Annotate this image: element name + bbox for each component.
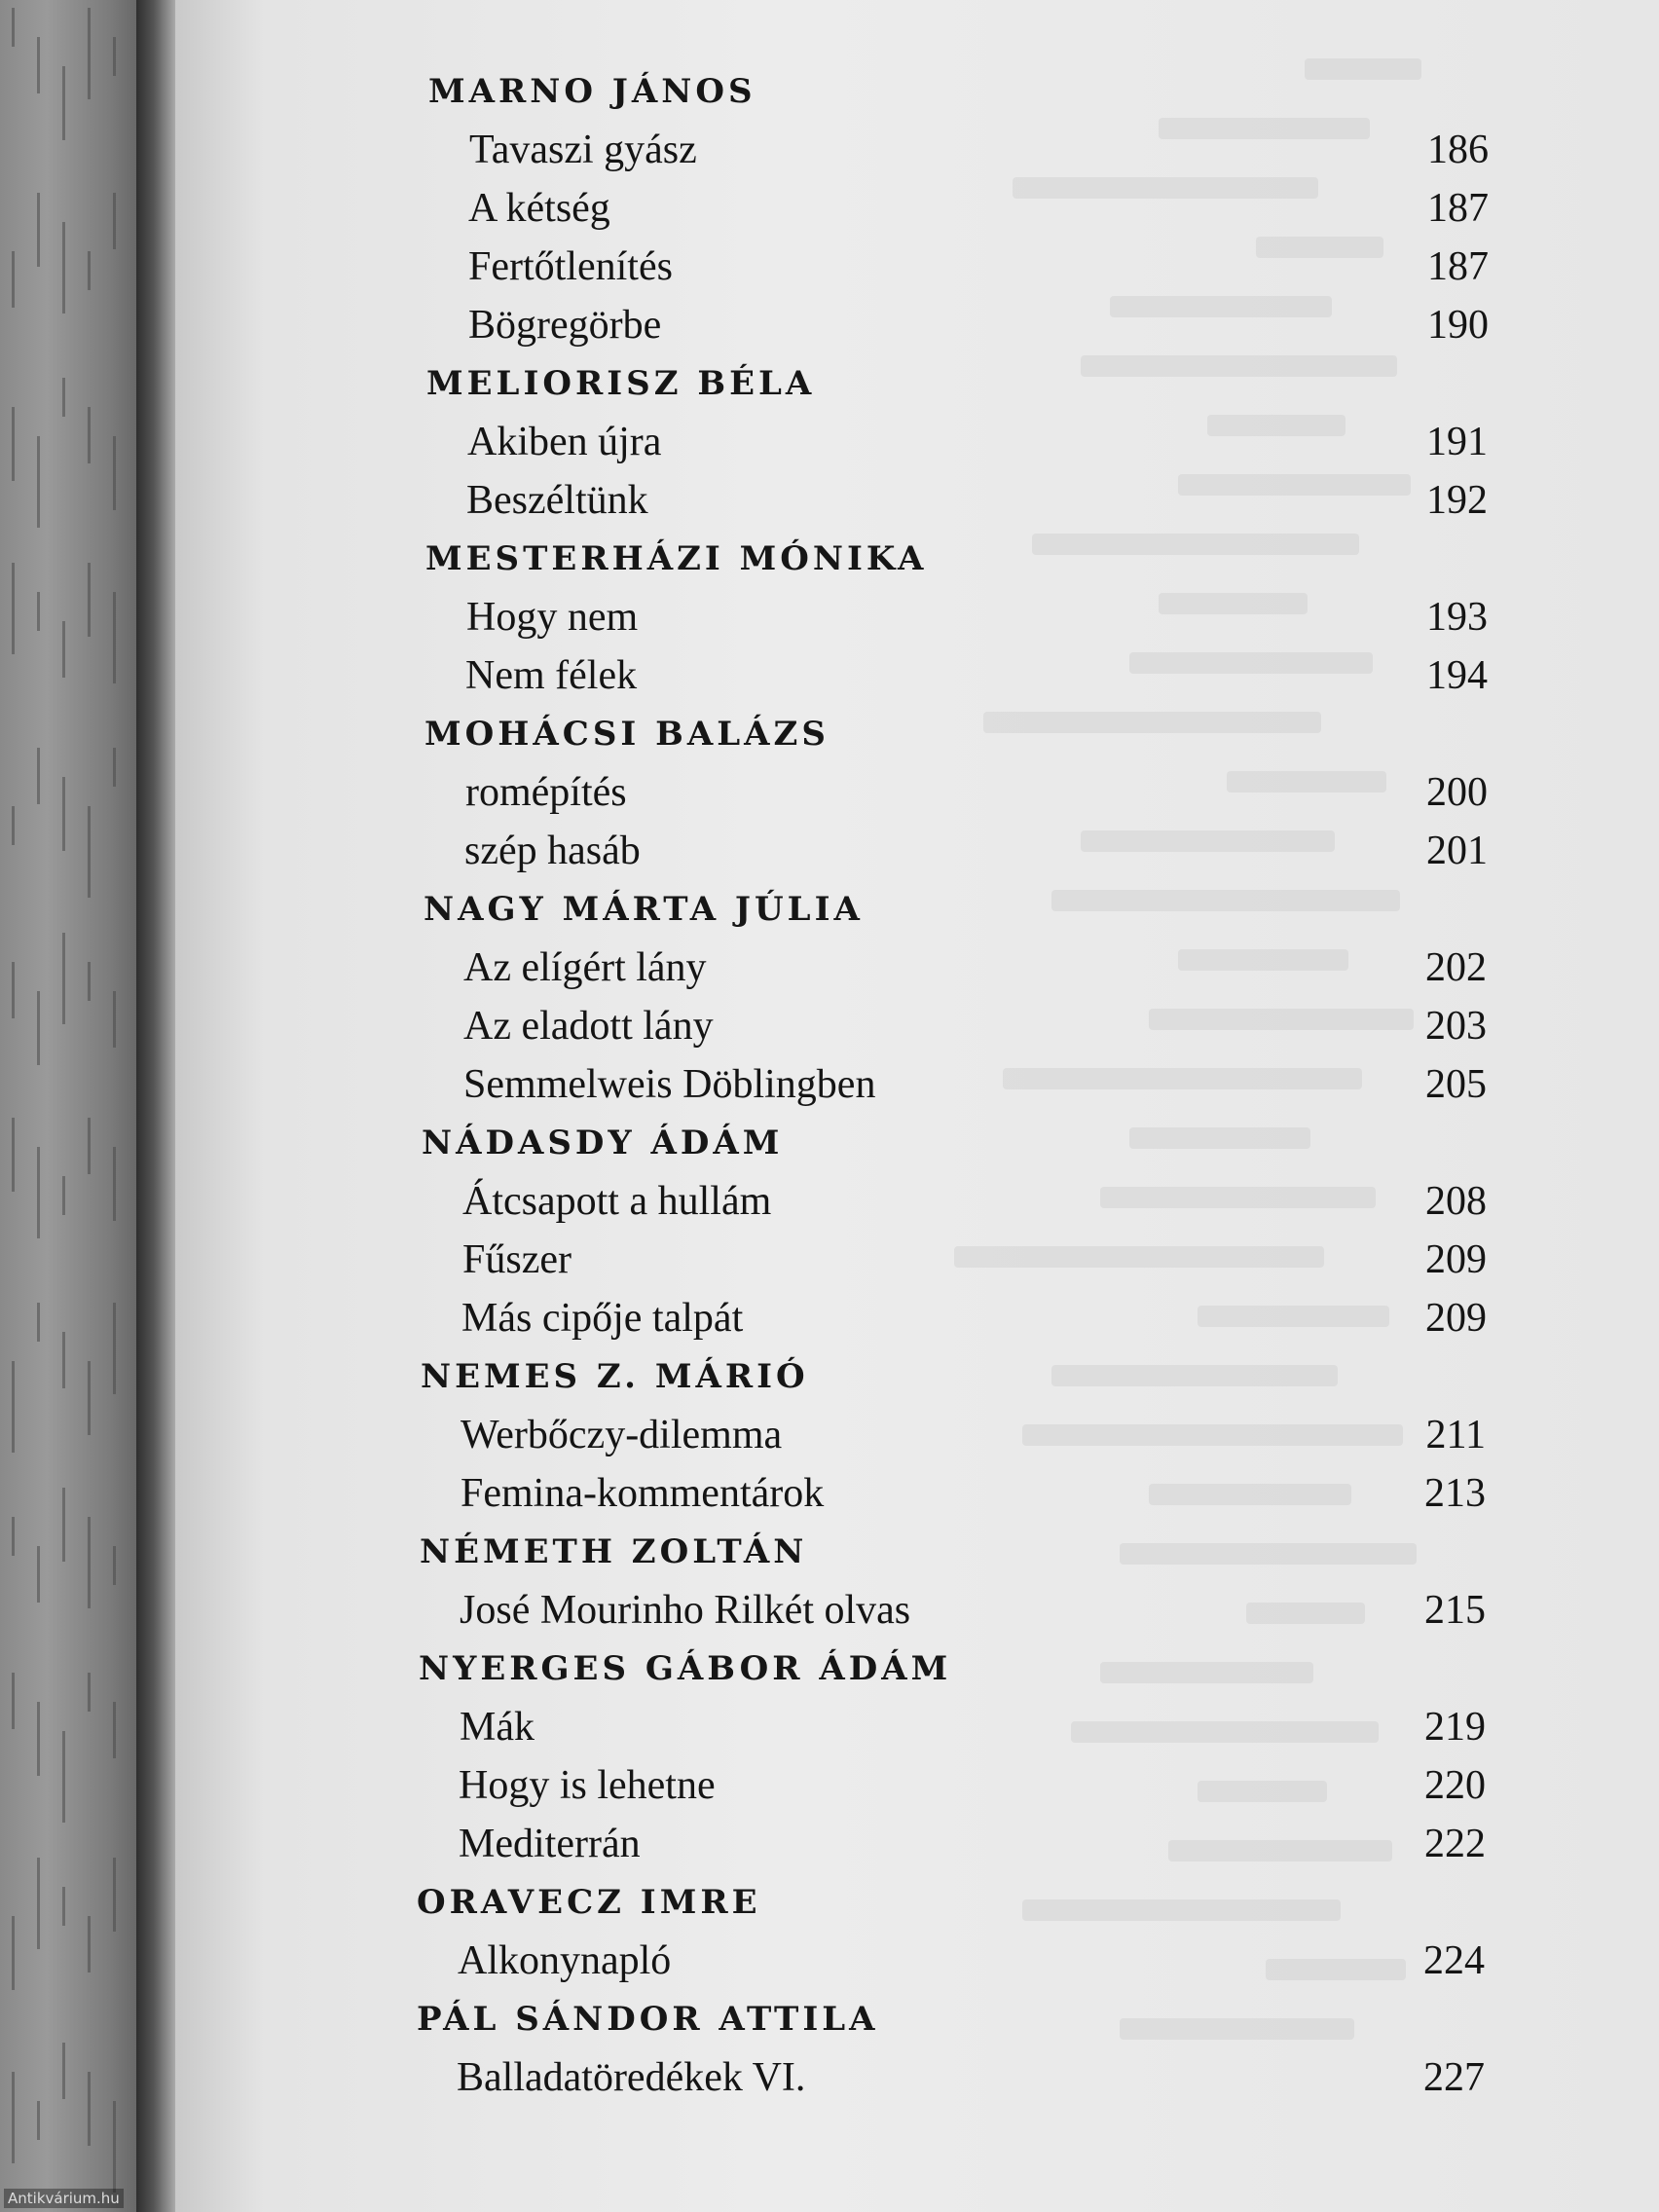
author-heading: NÉMETH ZOLTÁN bbox=[420, 1532, 808, 1571]
poem-title: Beszéltünk bbox=[466, 478, 648, 523]
poem-title: Mák bbox=[460, 1705, 535, 1750]
poem-title: Nem félek bbox=[465, 653, 638, 698]
page-number: 209 bbox=[1425, 1296, 1487, 1341]
poem-title: Femina-kommentárok bbox=[461, 1471, 825, 1516]
page-number: 205 bbox=[1425, 1062, 1487, 1107]
poem-title: Más cipője talpát bbox=[461, 1296, 744, 1341]
poem-title: szép hasáb bbox=[464, 829, 641, 873]
page-number: 190 bbox=[1427, 303, 1489, 348]
site-watermark: Antikvárium.hu bbox=[4, 2189, 124, 2208]
page-number: 192 bbox=[1426, 478, 1488, 523]
poem-title: Fűszer bbox=[462, 1237, 571, 1282]
page-number: 222 bbox=[1424, 1822, 1486, 1866]
author-heading: MELIORISZ BÉLA bbox=[426, 364, 816, 403]
poem-title: A kétség bbox=[468, 186, 610, 231]
poem-title: Az elígért lány bbox=[463, 945, 707, 990]
page-number: 193 bbox=[1426, 595, 1488, 640]
author-heading: NEMES Z. MÁRIÓ bbox=[421, 1357, 809, 1396]
poem-title: Tavaszi gyász bbox=[469, 128, 697, 172]
author-heading: NYERGES GÁBOR ÁDÁM bbox=[419, 1649, 952, 1688]
page-number: 194 bbox=[1426, 653, 1488, 698]
page-number: 191 bbox=[1426, 420, 1488, 464]
poem-title: romépítés bbox=[465, 770, 627, 815]
poem-title: Fertőtlenítés bbox=[468, 244, 673, 289]
poem-title: Akiben újra bbox=[467, 420, 662, 464]
page-number: 215 bbox=[1424, 1588, 1486, 1633]
poem-title: Werbőczy-dilemma bbox=[461, 1413, 783, 1457]
page-number: 224 bbox=[1423, 1938, 1485, 1983]
poem-title: Az eladott lány bbox=[463, 1004, 714, 1049]
author-heading: MARNO JÁNOS bbox=[428, 72, 756, 111]
page-number: 227 bbox=[1423, 2055, 1485, 2100]
poem-title: Alkonynapló bbox=[458, 1938, 672, 1983]
page-number: 213 bbox=[1424, 1471, 1486, 1516]
page-number: 211 bbox=[1425, 1413, 1486, 1457]
page-number: 219 bbox=[1424, 1705, 1486, 1750]
poem-title: Balladatöredékek VI. bbox=[457, 2055, 806, 2100]
poem-title: Hogy nem bbox=[466, 595, 639, 640]
poem-title: Hogy is lehetne bbox=[459, 1763, 716, 1808]
page-number: 203 bbox=[1425, 1004, 1487, 1049]
author-heading: MESTERHÁZI MÓNIKA bbox=[425, 539, 928, 578]
page-number: 209 bbox=[1425, 1237, 1487, 1282]
page-number: 220 bbox=[1424, 1763, 1486, 1808]
page-number: 202 bbox=[1425, 945, 1487, 990]
author-heading: NÁDASDY ÁDÁM bbox=[422, 1124, 784, 1162]
poem-title: Semmelweis Döblingben bbox=[463, 1062, 876, 1107]
author-heading: MOHÁCSI BALÁZS bbox=[424, 715, 830, 754]
page-number: 208 bbox=[1425, 1179, 1487, 1224]
poem-title: Mediterrán bbox=[459, 1822, 641, 1866]
poem-title: Átcsapott a hullám bbox=[462, 1179, 772, 1224]
page-number: 201 bbox=[1426, 829, 1488, 873]
author-heading: PÁL SÁNDOR ATTILA bbox=[417, 2000, 879, 2039]
page-number: 186 bbox=[1427, 128, 1489, 172]
page-number: 187 bbox=[1427, 186, 1489, 231]
page-number: 200 bbox=[1426, 770, 1488, 815]
author-heading: ORAVECZ IMRE bbox=[417, 1883, 761, 1922]
author-heading: NAGY MÁRTA JÚLIA bbox=[424, 890, 864, 929]
page-number: 187 bbox=[1427, 244, 1489, 289]
poem-title: Bögregörbe bbox=[468, 303, 662, 348]
poem-title: José Mourinho Rilkét olvas bbox=[460, 1588, 911, 1633]
